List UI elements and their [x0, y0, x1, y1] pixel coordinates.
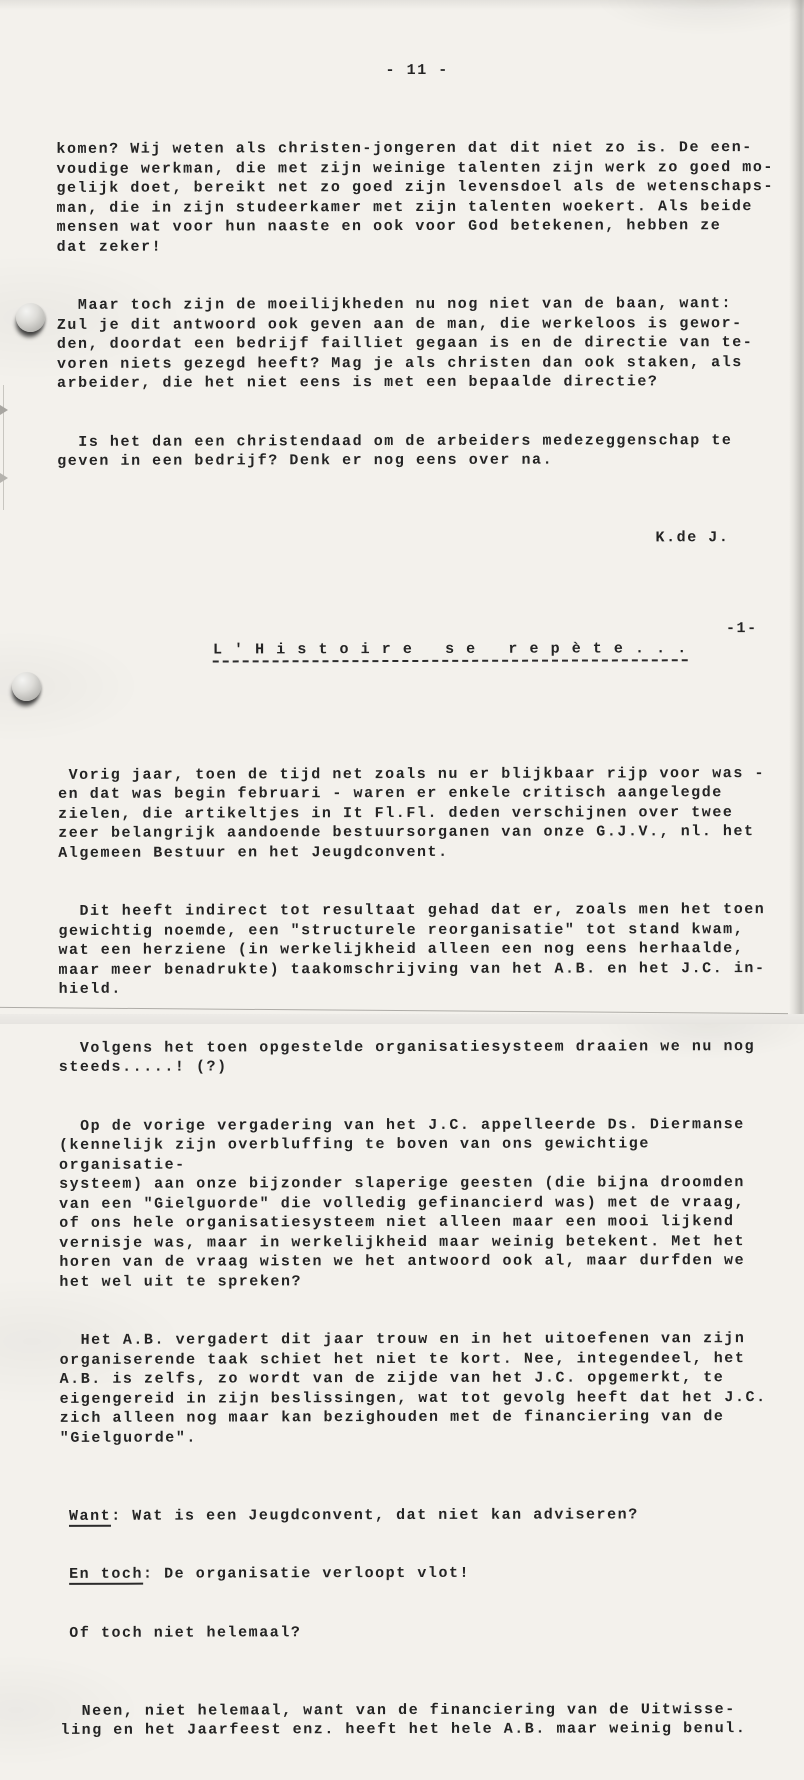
paragraph: Neen, niet helemaal, want van de financiering van de Uitwisse- ling en het Jaarfeest enz. heeft het hele A.B. maar weinig benul.: [60, 1700, 782, 1741]
paragraph: Op de vorige vergadering van het J.C. appelleerde Ds. Diermanse (kennelijk zijn overbluffing te boven van ons gewichtige organisatie- systeem) aan onze bijzonder slaperige geesten (die bijna droomden van een "Gielguorde" die volledig gefinancierd was) met de vraag, of ons hele organisatiesysteem niet alleen maar een mooi lijkend vernisje was, maar in werkelijkheid maar weinig betekent. Met het horen van de vraag wisten we het antwoord ook al, maar durfden we het wel uit te spreken?: [59, 1115, 781, 1292]
left-margin-mark-icon: [0, 473, 8, 483]
section-title: L ' H i s t o i r e s e r e p è t e . . .: [213, 639, 688, 663]
author-initials: K.de J.: [57, 528, 779, 549]
paragraph: Volgens het toen opgestelde organisatiesysteem draaien we nu nog steeds.....! (?): [59, 1037, 781, 1078]
paragraph: Het A.B. vergadert dit jaar trouw en in het uitoefenen van zijn organiserende taak schiet het niet te kort. Nee, integendeel, het A.B. is zelfs, zo wordt van de zijde van het J.C. opgemerkt, te eigengereid in zijn beslissingen, wat tot gevolg heeft dat het J.C. zich alleen nog maar kan bezighouden met de financiering van de "Gielguorde".: [59, 1329, 781, 1448]
scan-edge-right: [789, 0, 804, 1024]
article-page-ref: -1-: [726, 619, 758, 639]
qa-line: [60, 1505, 782, 1526]
qa-line-rest: : De organisatie verloopt vlot!: [143, 1565, 470, 1583]
qa-line-rest: Of toch niet helemaal?: [69, 1624, 301, 1642]
left-margin-mark-icon: [0, 405, 8, 415]
scan-bottom-background: [0, 1014, 804, 1024]
page-number: - 11 -: [56, 60, 778, 81]
underlined-lead: Want: [69, 1507, 111, 1526]
punch-hole-icon: [12, 672, 41, 701]
left-edge-line: [3, 385, 4, 510]
paragraph: Dit heeft indirect tot resultaat gehad dat er, zoals men het toen gewichtig noemde, een "structurele reorganisatie" tot stand kwam, wat een herziene (in werkelijkheid alleen een nog eens herhaalde, maar meer benadrukte) taakomschrijving van het A.B. en het J.C. in- hield.: [58, 900, 780, 999]
qa-line: [60, 1563, 782, 1584]
paragraph: Vorig jaar, toen de tijd net zoals nu er blijkbaar rijp voor was - en dat was begin februari - waren er enkele critisch aangelegde zielen, die artikeltjes in It Fl.Fl. deden verschijnen over twee zeer belangrijk aandoende bestuursorganen van onze G.J.V., nl. het Algemeen Bestuur en het Jeugdconvent.: [58, 764, 780, 863]
punch-hole-icon: [16, 303, 45, 332]
section-heading: [58, 619, 780, 702]
underlined-lead: En toch: [69, 1566, 143, 1585]
qa-line: [60, 1622, 782, 1643]
paragraph: Is het dan een christendaad om de arbeiders medezeggenschap te geven in een bedrijf? Denk er nog eens over na.: [57, 431, 779, 472]
paragraph: komen? Wij weten als christen-jongeren dat dit niet zo is. De een- voudige werkman, die met zijn weinige talenten zijn werk zo goed mo- gelijk doet, bereikt net zo goed zijn levensdoel als de wetenschaps- man, die in zijn studeerkamer met zijn talenten woekert. Als beide mensen wat voor hun naaste en ook voor God betekenen, hebben ze dat zeker!: [56, 138, 778, 257]
paragraph: Maar toch zijn de moeilijkheden nu nog niet van de baan, want: Zul je dit antwoord ook geven aan de man, die werkeloos is gewor- den, doordat een bedrijf failliet gegaan is en de directie van te- voren niets gezegd heeft? Mag je als christen dan ook staken, als arbeider, die het niet eens is met een bepaalde directie?: [57, 294, 779, 393]
qa-line-rest: : Wat is een Jeugdconvent, dat niet kan adviseren?: [111, 1506, 639, 1524]
